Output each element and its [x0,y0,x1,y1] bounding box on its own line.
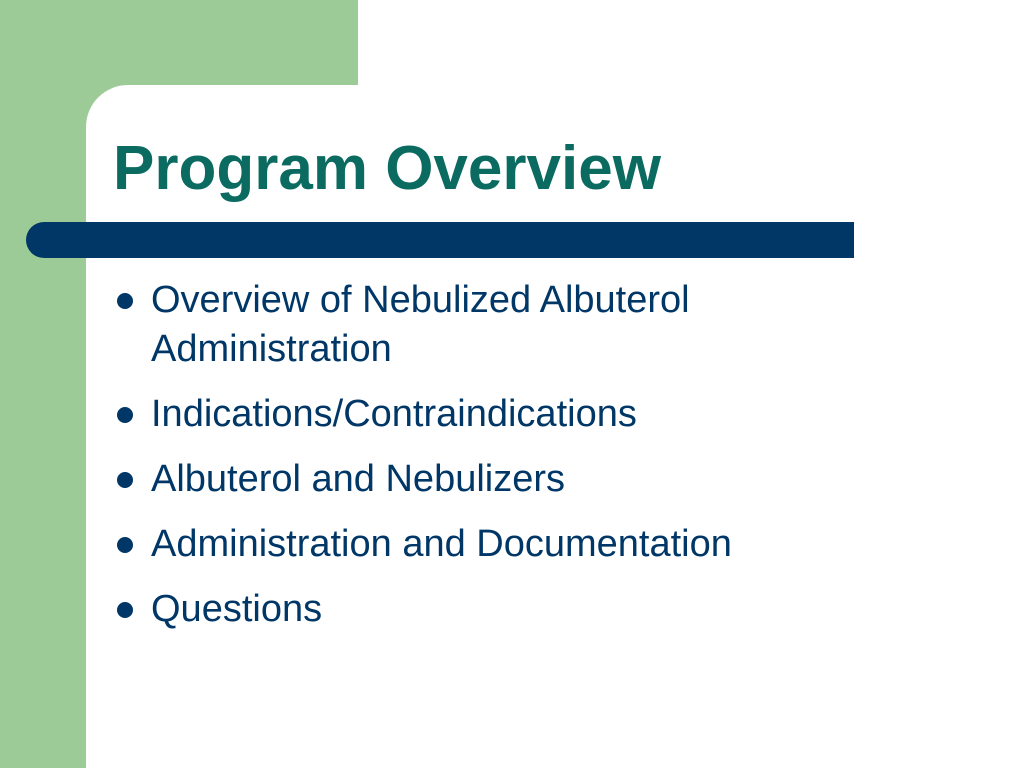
bullet-text: Overview of Nebulized Albuterol Administration [151,279,690,370]
bullet-dot-icon [117,537,133,553]
bullet-dot-icon [117,602,133,618]
bullet-text: Albuterol and Nebulizers [151,458,566,500]
bullet-list [113,276,873,650]
bullet-item [113,520,873,569]
bullet-dot-icon [117,407,133,423]
slide-title: Program Overview [113,134,661,203]
bullet-item [113,390,873,439]
bullet-item [113,276,873,374]
title-underline-bar [26,222,854,258]
bullet-text: Administration and Documentation [151,523,732,565]
bullet-dot-icon [117,293,133,309]
bullet-item [113,585,873,634]
bullet-text: Questions [151,588,323,630]
bullet-dot-icon [117,472,133,488]
bullet-text: Indications/Contraindications [151,393,637,435]
bullet-item [113,455,873,504]
